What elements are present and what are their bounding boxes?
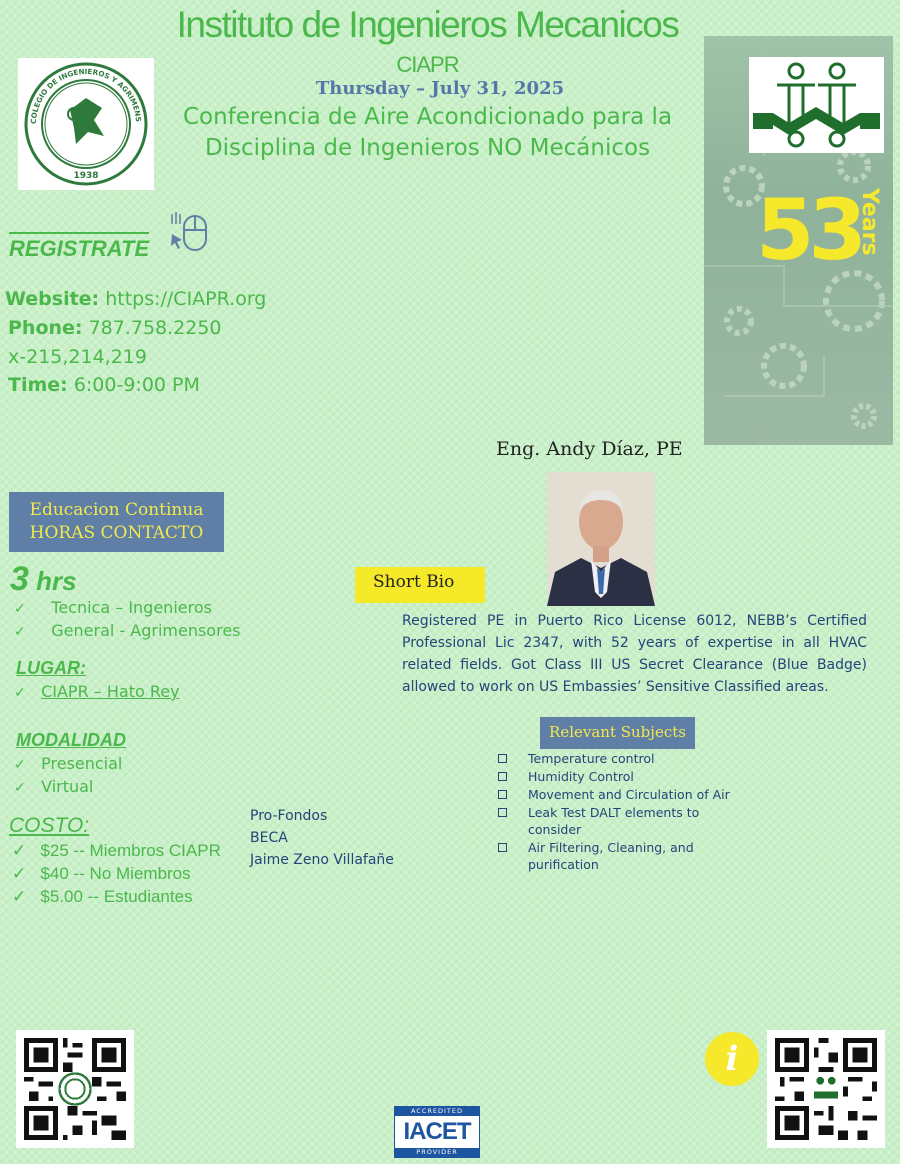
conference-title-line1: Conferencia de Aire Acondicionado para la [182,104,673,130]
check-icon: ✓ [12,841,27,860]
education-line2: HORAS CONTACTO [29,523,204,543]
subject-label: Leak Test DALT elements to consider [528,805,700,837]
check-icon: ✓ [12,864,27,883]
modalidad-item-label: Presencial [41,754,123,773]
qr-code-icon [24,1038,126,1140]
education-line1: Educacion Continua [29,500,204,520]
costo-heading: COSTO: [9,814,90,837]
iacet-accreditation-badge [394,1106,480,1158]
scholarship-line2: BECA [250,830,288,846]
subject-label: Humidity Control [528,769,634,784]
qr-code-icon [775,1038,877,1140]
list-item [496,839,736,873]
qr-code-right[interactable] [767,1030,885,1148]
anniversary-number: 53 [756,181,861,279]
hours-item-label: Tecnica – Ingenieros [51,598,212,617]
qr-code-left[interactable] [16,1030,134,1148]
subject-label: Temperature control [528,751,655,766]
checkbox-square-icon [498,754,507,763]
time-label: Time: [8,374,68,396]
badge-middle: IACET [403,1118,471,1145]
org-name: CIAPR [396,52,459,77]
modalidad-item-1 [14,754,122,773]
phone-label: Phone: [8,317,83,339]
check-icon: ✓ [14,685,26,701]
scholarship-line1: Pro-Fondos [250,808,328,824]
website-link[interactable]: https://CIAPR.org [105,288,267,310]
hours-item-1 [14,598,212,617]
phone-extensions: x-215,214,219 [8,346,147,368]
ciapr-seal-logo [18,58,154,190]
page-title: Instituto de Ingenieros Mecanicos [176,4,679,45]
checkbox-square-icon [498,790,507,799]
subject-label: Movement and Circulation of Air [528,787,730,802]
bio-text: Registered PE in Puerto Rico License 6012, NEBB’s Certified Professional Lic 2347, with 52 years of expertise in all HVAC related fields. Got Class III US Secret Clearance (Blue Badge) allowed to work on US Embassies’ Sensitive Classified areas. [402,613,867,695]
conference-title-line2: Disciplina de Ingenieros NO Mecánicos [204,135,651,161]
info-icon[interactable]: i [705,1032,759,1086]
hours-item-2 [14,621,241,640]
list-item [496,786,736,803]
check-icon: ✓ [12,887,27,906]
phone-row [8,317,222,339]
checkbox-square-icon [498,808,507,817]
website-label: Website: [5,288,100,310]
check-icon: ✓ [14,601,26,617]
modalidad-item-label: Virtual [41,777,94,796]
modalidad-heading: MODALIDAD [16,730,126,750]
checkbox-square-icon [498,772,507,781]
list-item [496,768,736,785]
continuing-education-box [9,492,224,552]
time-row [8,374,200,396]
speaker-portrait-icon [547,472,655,606]
cost-item-2 [12,864,191,884]
badge-bottom: PROVIDER [395,1148,479,1157]
scholarship-line3: Jaime Zeno Villafañe [250,852,394,868]
iim-logo-icon [749,57,884,153]
hours-unit: hrs [36,566,77,596]
conference-title [150,102,705,164]
hours-item-label: General - Agrimensores [51,621,241,640]
website-row [5,288,266,310]
anniversary-word: Years [857,188,882,256]
seal-year: 1938 [73,171,99,181]
subject-label: Air Filtering, Cleaning, and purification [528,840,694,872]
cost-item-label: $25 -- Miembros CIAPR [40,841,221,860]
seal-text: COLEGIO DE INGENIEROS Y AGRIMENS [28,66,144,125]
seal-icon [18,58,154,190]
list-item [496,750,736,767]
mouse-click-icon[interactable] [168,210,210,256]
register-link[interactable]: REGISTRATE [9,232,149,262]
lugar-heading: LUGAR: [16,658,86,678]
iim-logo [749,57,884,153]
cost-item-1 [12,841,221,861]
location-link[interactable]: CIAPR – Hato Rey [41,682,180,701]
cost-item-3 [12,887,193,907]
badge-top: ACCREDITED [395,1107,479,1116]
contact-hours [10,560,77,599]
short-bio-heading: Short Bio [355,567,485,603]
lugar-row [14,682,180,701]
modalidad-item-2 [14,777,93,796]
speaker-name: Eng. Andy Díaz, PE [496,438,683,460]
cost-item-label: $5.00 -- Estudiantes [40,887,193,906]
hours-number: 3 [10,560,29,598]
list-item [496,804,736,838]
checkbox-square-icon [498,843,507,852]
check-icon: ✓ [14,780,26,796]
speaker-photo [547,472,655,606]
time-value: 6:00-9:00 PM [73,374,200,396]
check-icon: ✓ [14,624,26,640]
check-icon: ✓ [14,757,26,773]
subjects-list [496,750,736,874]
scholarship-note [250,805,394,871]
relevant-subjects-heading: Relevant Subjects [540,717,695,749]
cost-item-label: $40 -- No Miembros [40,864,191,883]
event-date: Thursday – July 31, 2025 [315,78,565,99]
phone-number[interactable]: 787.758.2250 [88,317,222,339]
